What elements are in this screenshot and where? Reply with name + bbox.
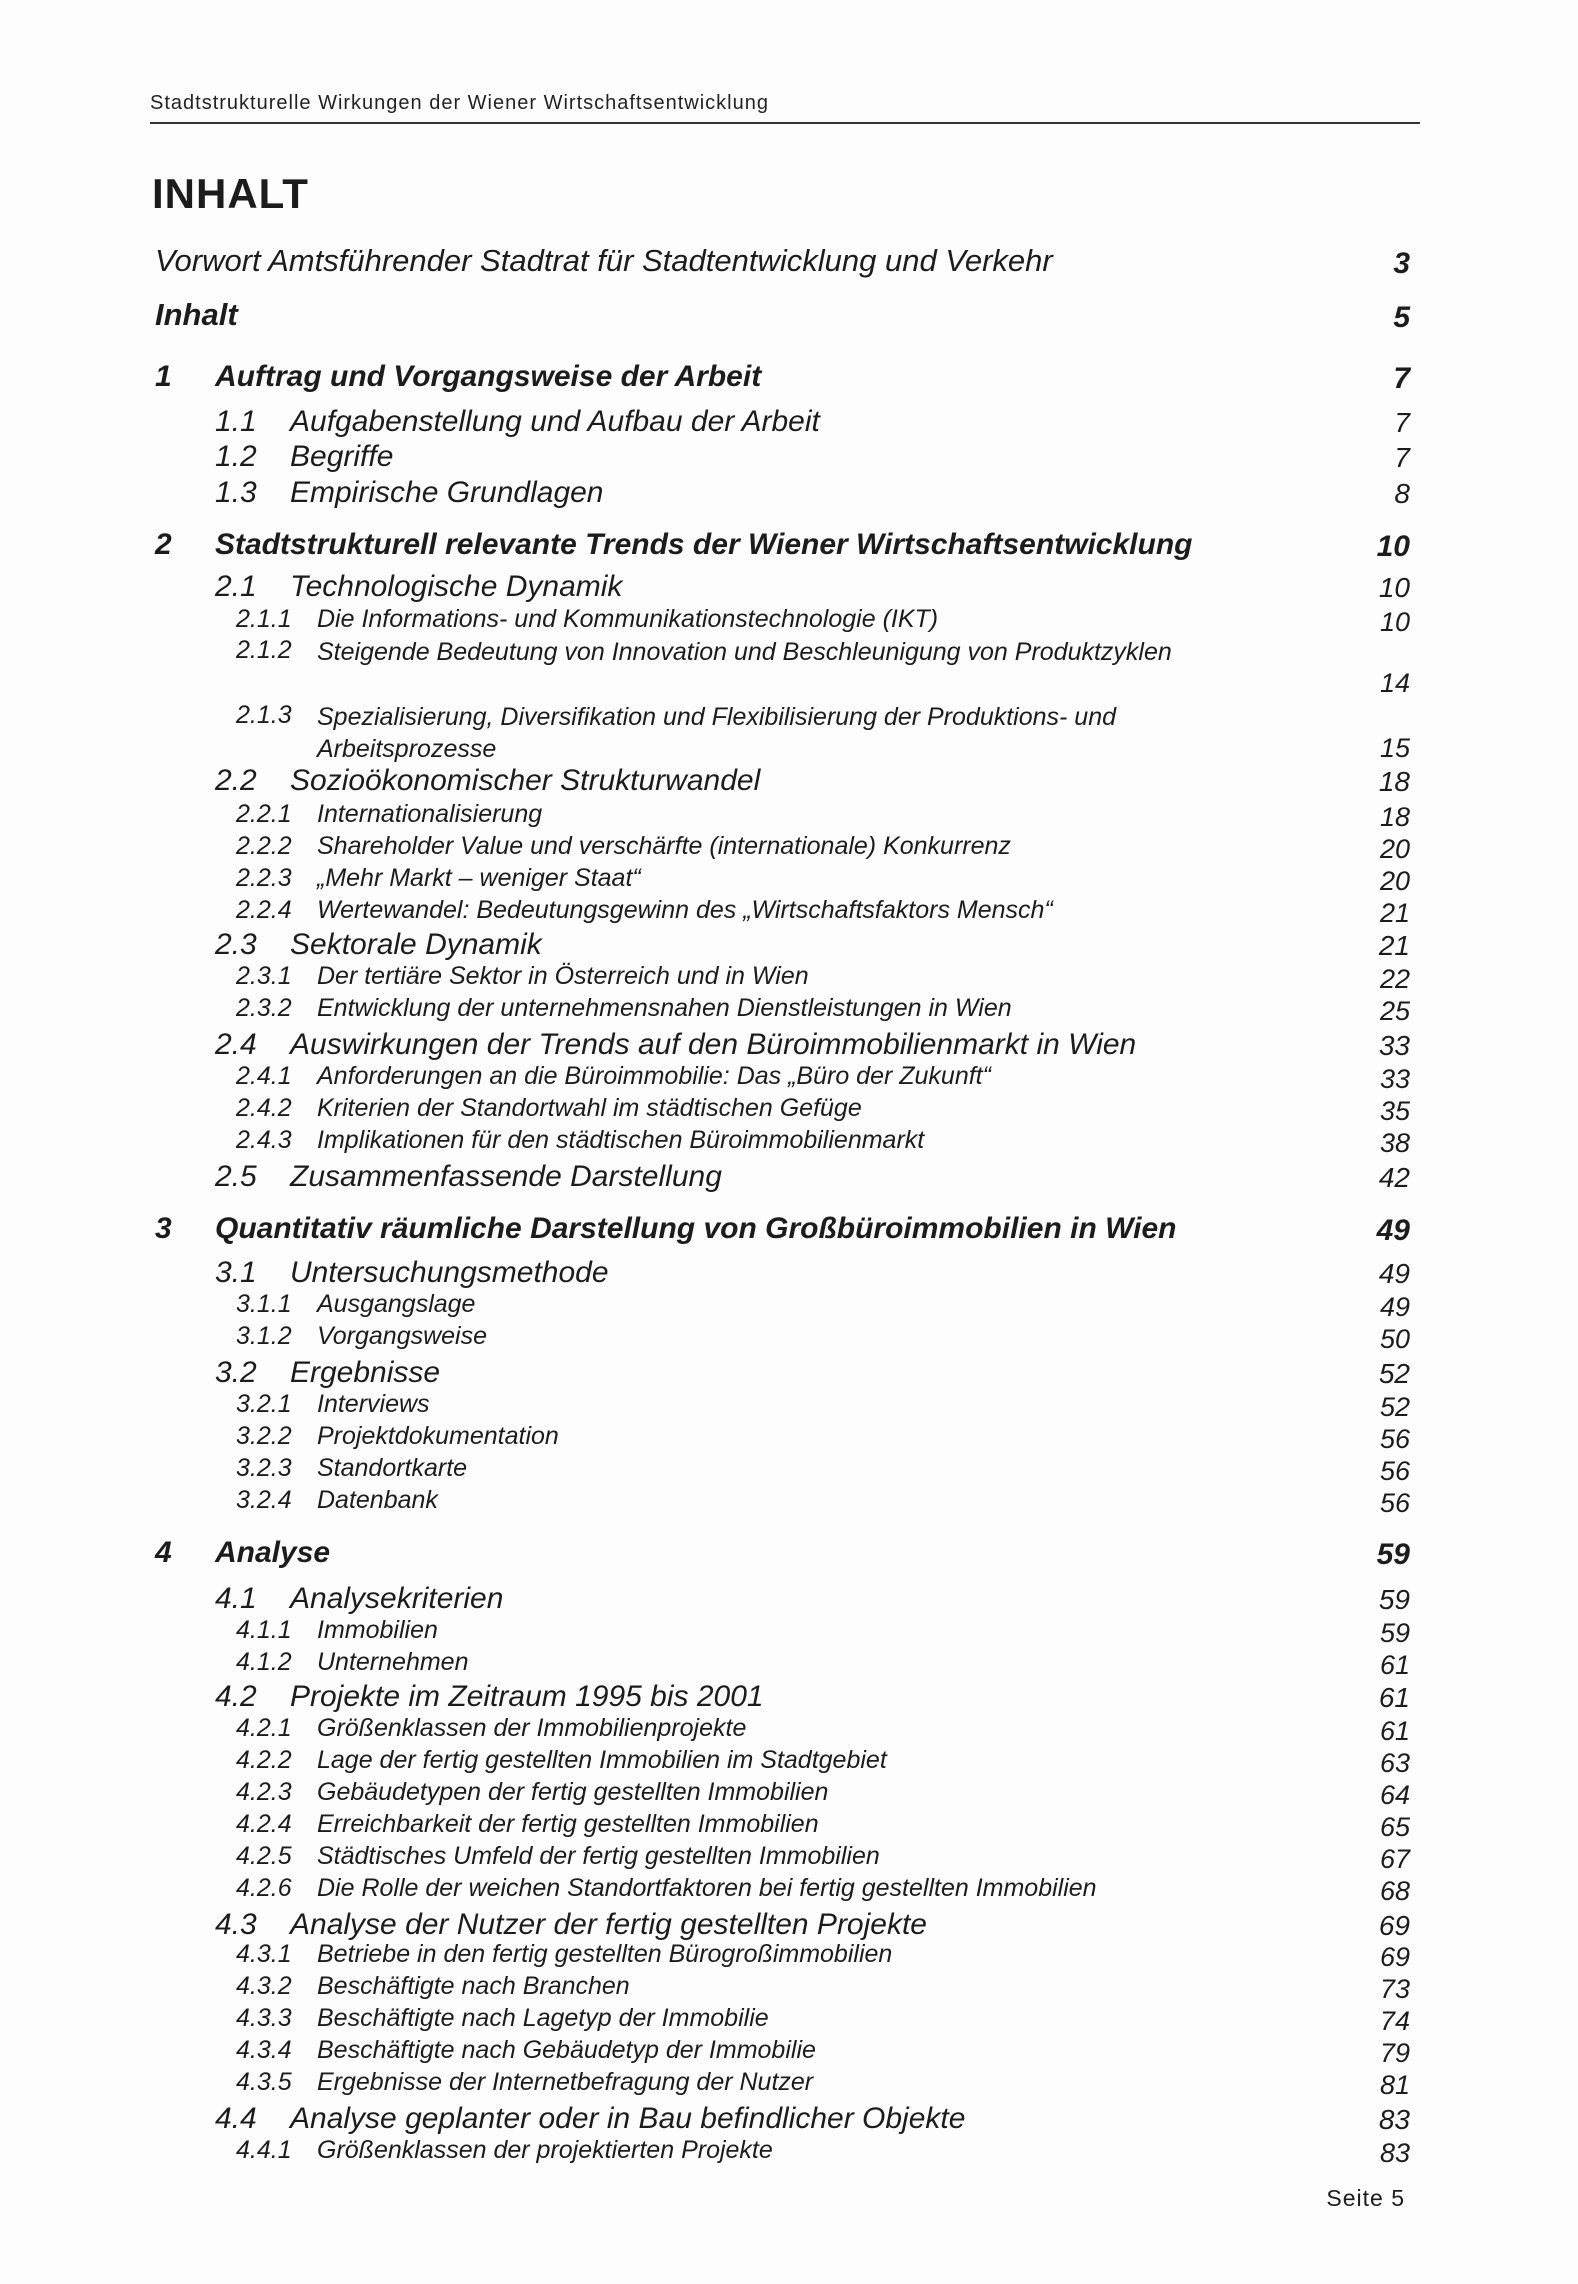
toc-entry-page: 10 xyxy=(1378,572,1410,603)
toc-entry-number: 4 xyxy=(155,1536,172,1569)
toc-entry-page: 49 xyxy=(1378,1258,1410,1289)
toc-entry-page: 18 xyxy=(1378,766,1410,797)
running-header: Stadtstrukturelle Wirkungen der Wiener Wirtschaftsentwicklung xyxy=(150,92,769,114)
toc-entry-number: 4.1.2 xyxy=(236,1648,292,1676)
toc-entry-title: Analyse geplanter oder in Bau befindlicher Objekte xyxy=(290,2102,966,2135)
toc-entry-page: 35 xyxy=(1379,1096,1410,1126)
toc-entry-page: 25 xyxy=(1379,996,1410,1026)
toc-entry-page: 69 xyxy=(1379,1942,1410,1972)
toc-entry-page: 33 xyxy=(1378,1030,1410,1061)
toc-entry-title: Größenklassen der projektierten Projekte xyxy=(317,2136,773,2164)
toc-entry-number: 2.1 xyxy=(215,570,257,603)
toc-entry-title: Standortkarte xyxy=(317,1454,468,1482)
toc-entry-page: 64 xyxy=(1379,1780,1410,1810)
toc-entry-title: Ausgangslage xyxy=(317,1290,476,1318)
toc-entry-number: 4.4 xyxy=(215,2102,257,2135)
toc-entry-page: 65 xyxy=(1379,1812,1410,1842)
toc-entry-number: 4.2.4 xyxy=(236,1810,292,1838)
toc-entry-page: 49 xyxy=(1376,1214,1410,1247)
toc-entry-page: 63 xyxy=(1379,1748,1410,1778)
toc-entry-page: 59 xyxy=(1379,1618,1410,1648)
toc-entry-number: 4.1.1 xyxy=(236,1616,292,1644)
toc-entry-title: Technologische Dynamik xyxy=(290,570,623,603)
toc-entry-page: 14 xyxy=(1379,668,1410,698)
toc-entry-title: Beschäftigte nach Branchen xyxy=(317,1972,630,2000)
toc-entry-title: Datenbank xyxy=(317,1486,438,1514)
toc-entry-title: Gebäudetypen der fertig gestellten Immobilien xyxy=(317,1778,829,1806)
toc-entry-page: 73 xyxy=(1379,1974,1410,2004)
page-title: INHALT xyxy=(152,170,309,217)
toc-entry-page: 68 xyxy=(1379,1876,1410,1906)
toc-entry-page: 21 xyxy=(1378,930,1410,961)
toc-entry-title: Vorwort Amtsführender Stadtrat für Stadtentwicklung und Verkehr xyxy=(155,243,1053,278)
header-divider xyxy=(150,122,1420,124)
toc-entry-page: 18 xyxy=(1379,802,1410,832)
toc-entry-title: Begriffe xyxy=(290,440,394,473)
toc-entry-number: 2.3.2 xyxy=(236,994,292,1022)
toc-entry-number: 2.3 xyxy=(215,928,257,961)
toc-entry-number: 3.1 xyxy=(215,1256,257,1289)
toc-entry-title: Lage der fertig gestellten Immobilien im Stadtgebiet xyxy=(317,1746,887,1774)
toc-entry-title: Sektorale Dynamik xyxy=(290,928,542,961)
toc-entry-page: 69 xyxy=(1378,1910,1410,1941)
toc-entry-title: Beschäftigte nach Lagetyp der Immobilie xyxy=(317,2004,769,2032)
toc-entry-number: 2 xyxy=(155,528,172,561)
toc-entry-title: Spezialisierung, Diversifikation und Flexibilisierung der Produktions- und Arbeitsprozesse xyxy=(317,703,1117,763)
toc-entry-page: 8 xyxy=(1394,478,1410,509)
toc-entry-number: 2.2.2 xyxy=(236,832,292,860)
toc-entry-number: 4.1 xyxy=(215,1582,257,1615)
toc-entry-title: Implikationen für den städtischen Büroimmobilienmarkt xyxy=(317,1126,925,1154)
toc-entry-page: 59 xyxy=(1376,1538,1410,1571)
toc-entry-page: 61 xyxy=(1378,1682,1410,1713)
toc-entry-number: 4.3.4 xyxy=(236,2036,292,2064)
toc-entry-page: 22 xyxy=(1379,964,1410,994)
toc-entry-number: 1.3 xyxy=(215,476,257,509)
toc-entry-title: Der tertiäre Sektor in Österreich und in Wien xyxy=(317,962,809,990)
toc-entry-title: Zusammenfassende Darstellung xyxy=(290,1160,722,1193)
toc-entry-page: 83 xyxy=(1378,2104,1410,2135)
toc-entry-number: 4.2.1 xyxy=(236,1714,292,1742)
toc-entry-page: 61 xyxy=(1379,1716,1410,1746)
toc-entry-title: Quantitativ räumliche Darstellung von Großbüroimmobilien in Wien xyxy=(215,1212,1177,1245)
page-number-footer: Seite 5 xyxy=(1326,2185,1405,2211)
toc-entry-page: 79 xyxy=(1379,2038,1410,2068)
toc-entry-number: 4.2.2 xyxy=(236,1746,292,1774)
toc-entry-page: 56 xyxy=(1379,1456,1410,1486)
toc-entry-page: 10 xyxy=(1379,607,1410,637)
toc-entry-number: 2.4.2 xyxy=(236,1094,292,1122)
toc-entry-number: 2.5 xyxy=(215,1160,257,1193)
toc-entry-title: Analyse der Nutzer der fertig gestellten Projekte xyxy=(290,1908,927,1941)
toc-entry-number: 3.1.2 xyxy=(236,1322,292,1350)
toc-entry-page: 33 xyxy=(1379,1064,1410,1094)
toc-entry-number: 2.4.3 xyxy=(236,1126,292,1154)
toc-entry-title: Anforderungen an die Büroimmobilie: Das „Büro der Zukunft“ xyxy=(317,1062,991,1090)
toc-entry-number: 4.3 xyxy=(215,1908,257,1941)
toc-entry-title: Städtisches Umfeld der fertig gestellten Immobilien xyxy=(317,1842,880,1870)
toc-entry-number: 4.3.1 xyxy=(236,1940,292,1968)
toc-entry-title: Analyse xyxy=(215,1536,331,1569)
toc-entry-title: Empirische Grundlagen xyxy=(290,476,604,509)
toc-entry-number: 4.3.2 xyxy=(236,1972,292,2000)
toc-entry-title: Auftrag und Vorgangsweise der Arbeit xyxy=(215,360,762,393)
toc-entry-number: 4.2 xyxy=(215,1680,257,1713)
toc-entry-title: Untersuchungsmethode xyxy=(290,1256,609,1289)
toc-entry-title: Projektdokumentation xyxy=(317,1422,559,1450)
toc-entry-title: Internationalisierung xyxy=(317,800,543,828)
toc-entry-number: 2.1.3 xyxy=(236,701,292,729)
toc-entry-title: Aufgabenstellung und Aufbau der Arbeit xyxy=(290,405,820,438)
toc-entry-number: 3 xyxy=(155,1212,172,1245)
toc-entry-number: 2.2.3 xyxy=(236,864,292,892)
toc-entry-page: 52 xyxy=(1378,1358,1410,1389)
toc-entry-number: 2.2.4 xyxy=(236,896,292,924)
toc-entry-title: Ergebnisse xyxy=(290,1356,441,1389)
toc-entry-number: 2.1.2 xyxy=(236,636,292,664)
toc-entry-page: 50 xyxy=(1379,1324,1410,1354)
toc-entry-number: 2.2.1 xyxy=(236,800,292,828)
toc-entry-number: 3.2.2 xyxy=(236,1422,292,1450)
toc-entry-page: 74 xyxy=(1379,2006,1410,2036)
toc-entry-number: 2.1.1 xyxy=(236,605,292,633)
toc-entry-title: Die Informations- und Kommunikationstechnologie (IKT) xyxy=(317,605,939,633)
toc-entry-title: Projekte im Zeitraum 1995 bis 2001 xyxy=(290,1680,764,1713)
toc-entry-number: 3.2.4 xyxy=(236,1486,292,1514)
toc-entry-title: Kriterien der Standortwahl im städtischen Gefüge xyxy=(317,1094,862,1122)
toc-entry-title: Erreichbarkeit der fertig gestellten Immobilien xyxy=(317,1810,819,1838)
toc-entry-number: 4.2.6 xyxy=(236,1874,292,1902)
toc-entry-page: 20 xyxy=(1379,866,1410,896)
toc-entry-title: Betriebe in den fertig gestellten Bürogroßimmobilien xyxy=(317,1940,893,1968)
toc-entry-title: Immobilien xyxy=(317,1616,438,1644)
toc-entry-number: 3.2.3 xyxy=(236,1454,292,1482)
toc-entry-number: 2.2 xyxy=(215,764,257,797)
toc-entry-page: 81 xyxy=(1379,2070,1410,2100)
toc-entry-page: 67 xyxy=(1379,1844,1410,1874)
toc-entry-title: Auswirkungen der Trends auf den Büroimmobilienmarkt in Wien xyxy=(290,1028,1137,1061)
toc-entry-page: 56 xyxy=(1379,1488,1410,1518)
toc-entry-title: Inhalt xyxy=(155,297,238,332)
toc-entry-page: 56 xyxy=(1379,1424,1410,1454)
toc-entry-title: Sozioökonomischer Strukturwandel xyxy=(290,764,761,797)
toc-entry-page: 52 xyxy=(1379,1392,1410,1422)
toc-entry-number: 4.3.5 xyxy=(236,2068,292,2096)
toc-entry-title: Entwicklung der unternehmensnahen Dienstleistungen in Wien xyxy=(317,994,1012,1022)
toc-entry-number: 2.4 xyxy=(215,1028,257,1061)
toc-entry-page: 38 xyxy=(1379,1128,1410,1158)
toc-entry-page: 10 xyxy=(1376,530,1410,563)
toc-entry-number: 1.2 xyxy=(215,440,257,473)
toc-entry-number: 4.2.3 xyxy=(236,1778,292,1806)
toc-entry-number: 3.1.1 xyxy=(236,1290,292,1318)
toc-entry-title: Unternehmen xyxy=(317,1648,469,1676)
toc-entry-page: 42 xyxy=(1378,1162,1410,1193)
toc-entry-page: 83 xyxy=(1379,2138,1410,2168)
toc-entry-number: 2.3.1 xyxy=(236,962,292,990)
toc-entry-title: Wertewandel: Bedeutungsgewinn des „Wirtschaftsfaktors Mensch“ xyxy=(317,896,1053,924)
toc-entry-page: 7 xyxy=(1393,362,1410,395)
toc-entry-page: 3 xyxy=(1393,247,1410,280)
toc-entry-page: 21 xyxy=(1379,898,1410,928)
toc-entry-title: Ergebnisse der Internetbefragung der Nutzer xyxy=(317,2068,814,2096)
toc-entry-number: 4.3.3 xyxy=(236,2004,292,2032)
toc-entry-page: 7 xyxy=(1394,407,1410,438)
toc-entry-title: Vorgangsweise xyxy=(317,1322,488,1350)
toc-entry-title: Shareholder Value und verschärfte (internationale) Konkurrenz xyxy=(317,832,1011,860)
toc-entry-page: 7 xyxy=(1394,442,1410,473)
toc-entry-page: 61 xyxy=(1379,1650,1410,1680)
toc-entry-number: 3.2.1 xyxy=(236,1390,292,1418)
toc-entry-number: 4.4.1 xyxy=(236,2136,292,2164)
toc-entry-number: 2.4.1 xyxy=(236,1062,292,1090)
toc-entry-page: 5 xyxy=(1393,301,1410,334)
toc-entry-page: 15 xyxy=(1379,733,1410,763)
toc-entry-number: 1 xyxy=(155,360,172,393)
toc-entry-title: Die Rolle der weichen Standortfaktoren bei fertig gestellten Immobilien xyxy=(317,1874,1097,1902)
toc-entry-page: 59 xyxy=(1378,1584,1410,1615)
toc-entry-page: 20 xyxy=(1379,834,1410,864)
toc-entry-title: „Mehr Markt – weniger Staat“ xyxy=(317,864,641,892)
toc-entry-page: 49 xyxy=(1379,1292,1410,1322)
toc-entry-number: 4.2.5 xyxy=(236,1842,292,1870)
toc-entry-number: 1.1 xyxy=(215,405,257,438)
toc-entry-title: Steigende Bedeutung von Innovation und Beschleunigung von Produktzyklen xyxy=(317,638,1172,666)
toc-entry-title: Stadtstrukturell relevante Trends der Wiener Wirtschaftsentwicklung xyxy=(215,528,1193,561)
toc-entry-title: Beschäftigte nach Gebäudetyp der Immobilie xyxy=(317,2036,816,2064)
toc-entry-title: Interviews xyxy=(317,1390,430,1418)
toc-entry-title: Größenklassen der Immobilienprojekte xyxy=(317,1714,747,1742)
toc-entry-number: 3.2 xyxy=(215,1356,257,1389)
toc-entry-title: Analysekriterien xyxy=(290,1582,504,1615)
